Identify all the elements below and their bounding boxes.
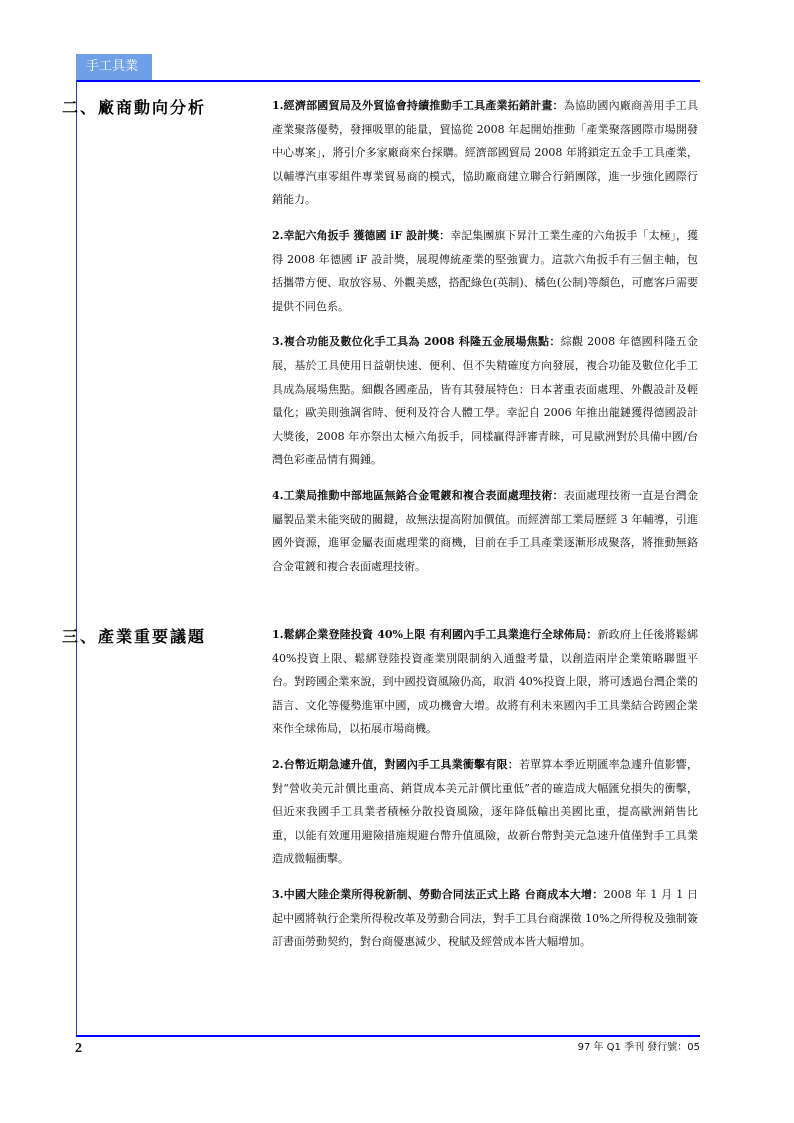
header-rule: [76, 80, 700, 82]
paragraph-lead: 3.中國大陸企業所得稅新制、勞動合同法正式上路 台商成本大增：: [272, 887, 604, 901]
paragraph-body: 為協助國內廠商善用手工具產業聚落優勢，發揮吸單的能量，貿協從 2008 年起開始推動「產業聚落國際市場開發中心專案」，將引介多家廠商來台採購。經濟部國貿局 2008 年將鎖定五金手工具產業，以輔導汽車零組件專業貿易商的模式，協助廠商建立聯合行銷團隊，進一步強化國際行銷能力。: [272, 99, 698, 207]
header-tab: 手工具業: [76, 54, 152, 80]
paragraph-lead: 2.幸記六角扳手 獲德國 iF 設計獎：: [272, 228, 451, 242]
paragraph-lead: 1.鬆綁企業登陸投資 40%上限 有利國內手工具業進行全球佈局：: [272, 628, 598, 641]
paragraph: [272, 753, 698, 871]
paragraph-body: 若單算本季近期匯率急遽升值影響，對“營收美元計價比重高、銷貨成本美元計價比重低”者的確造成大幅匯兌損失的衝擊，但近來我國手工具業者積極分散投資風險，逐年降低輸出美國比重，提高歐洲銷售比重，以能有效運用避險措施規避台幣升值風險，故新台幣對美元急速升值僅對手工具業造成微幅衝擊。: [272, 757, 698, 866]
paragraph-body: 綜觀 2008 年德國科隆五金展，基於工具使用日益朝快速、便利、但不失精確度方向發展，複合功能及數位化手工具成為展場焦點。細觀各國產品，皆有其發展特色：日本著重表面處理、外觀設計及輕量化；歐美則強調省時、便利及符合人體工學。幸記自 2006 年推出龍鏈獲得德國設計大獎後，2008 年亦祭出太極六角扳手，同樣贏得評審青睞，可見歐洲對於具備中國/台灣色彩產品情有獨鍾。: [272, 335, 698, 467]
paragraph: [272, 330, 698, 472]
paragraph-body: 幸記集團旗下昇汁工業生產的六角扳手「太極」，獲得 2008 年德國 iF 設計獎，展現傳統產業的堅強實力。這款六角扳手有三個主軸，包括攜帶方便、取放容易、外觀美感，搭配綠色(英制)、橘色(公制)等顏色，可應客戶需要提供不同色系。: [272, 228, 699, 313]
paragraph-body: 新政府上任後將鬆綁 40%投資上限、鬆綁登陸投資產業別限制納入通盤考量，以創造兩岸企業策略聯盟平台。對跨國企業來說，到中國投資風險仍高，取消 40%投資上限，將可透過台灣企業的語言、文化等優勢進軍中國，成功機會大增。故將有利未來國內手工具業結合跨國企業來作全球佈局，以拓展市場商機。: [272, 628, 699, 736]
paragraph: [272, 94, 698, 212]
left-margin-rule: [76, 80, 77, 1035]
paragraph-body: 表面處理技術一直是台灣金屬製品業未能突破的關鍵，故無法提高附加價值。而經濟部工業局歷經 3 年輔導，引進國外資源，進軍金屬表面處理業的商機，目前在手工具產業逐漸形成聚落，將推動無鉻合金電鍍和複合表面處理技術。: [272, 488, 698, 573]
page-number: 2: [75, 1041, 82, 1056]
section-heading-industry-issues: 三、產業重要議題: [62, 627, 207, 646]
paragraph: [272, 883, 698, 954]
paragraph-body: 2008 年 1 月 1 日起中國將執行企業所得稅改革及勞動合同法，對手工具台商課徵 10%之所得稅及強制簽訂書面勞動契約，對台商優惠減少、稅賦及經營成本皆大幅增加。: [272, 887, 698, 949]
paragraph-lead: 2.台幣近期急遽升值，對國內手工具業衝擊有限：: [272, 757, 519, 771]
paragraph: [272, 623, 698, 741]
paragraph: [272, 484, 698, 578]
section-vendor-trends-content: [272, 94, 698, 590]
issue-info: 97 年 Q1 季刊 發行號：05: [577, 1042, 700, 1053]
paragraph-lead: 3.複合功能及數位化手工具為 2008 科隆五金展場焦點：: [272, 335, 561, 349]
section-heading-vendor-trends: 二、廠商動向分析: [62, 98, 207, 117]
section-industry-issues-content: [272, 623, 698, 966]
footer-rule: [76, 1035, 700, 1037]
paragraph: [272, 224, 698, 318]
paragraph-lead: 4.工業局推動中部地區無鉻合金電鍍和複合表面處理技術：: [272, 488, 564, 502]
paragraph-lead: 1.經濟部國貿局及外貿協會持續推動手工具產業拓銷計畫：: [272, 99, 564, 112]
